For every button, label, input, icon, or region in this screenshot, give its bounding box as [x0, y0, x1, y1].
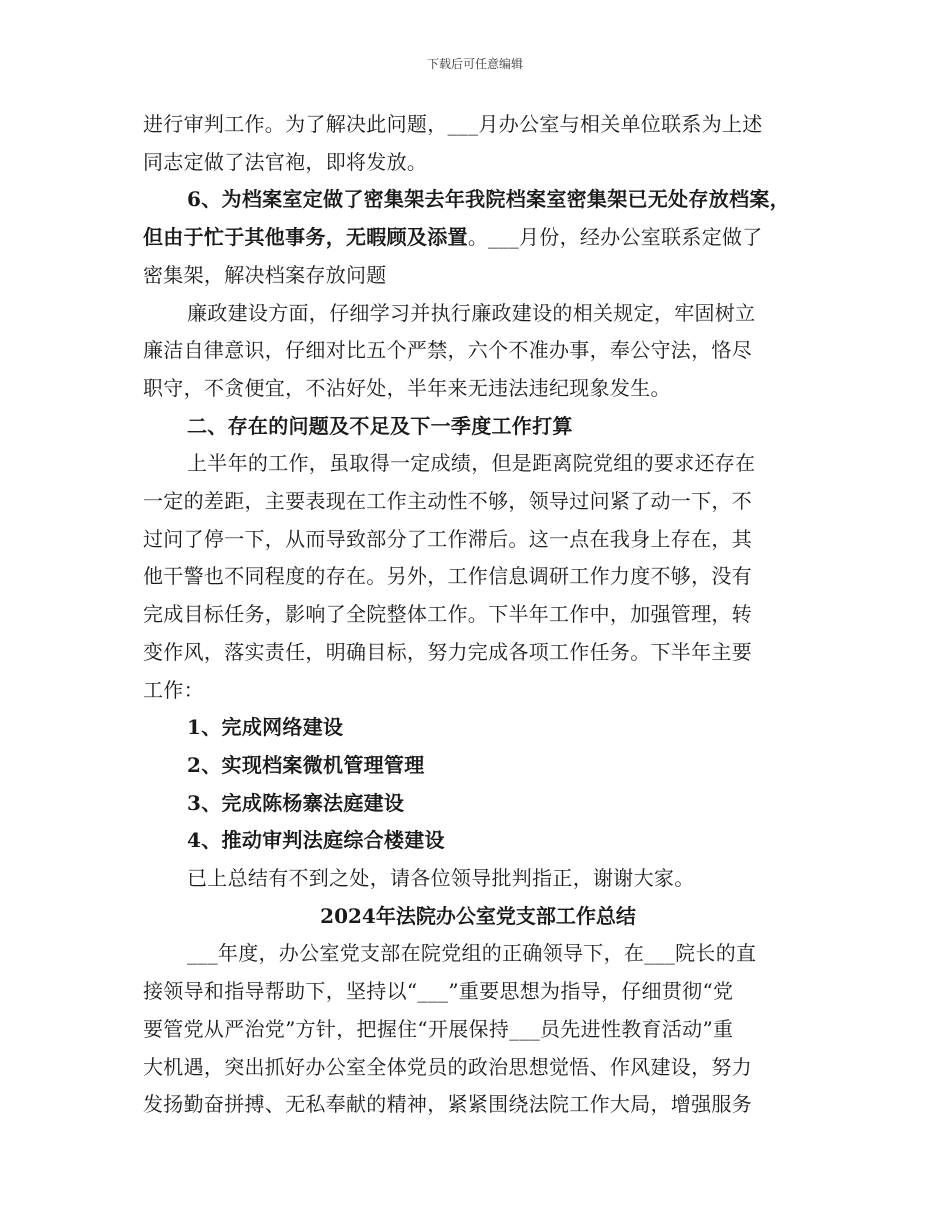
section-title: 2024年法院办公室党支部工作总结	[320, 903, 636, 928]
text-line: 廉政建设方面，仔细学习并执行廉政建设的相关规定，牢固树立	[187, 300, 756, 325]
heading-line: 2、实现档案微机管理管理	[187, 752, 425, 777]
document-body	[143, 106, 813, 1124]
text-line: 一定的差距，主要表现在工作主动性不够，领导过问紧了动一下，不	[143, 489, 752, 514]
text-line: 进行审判工作。为了解决此问题，___月办公室与相关单位联系为上述	[143, 112, 763, 136]
text-line: 过问了停一下，从而导致部分了工作滞后。这一点在我身上存在，其	[143, 526, 752, 551]
text-line: 廉洁自律意识，仔细对比五个严禁，六个不准办事，奉公守法，恪尽	[143, 338, 752, 363]
text-line: 接领导和指导帮助下，坚持以“___”重要思想为指导，仔细贯彻“党	[143, 979, 734, 1004]
text-line: 要管党从严治党”方针，把握住“开展保持___员先进性教育活动”重	[143, 1016, 734, 1041]
text-line: 密集架，解决档案存放问题	[143, 262, 387, 287]
text-line: 已上总结有不到之处，请各位领导批判指正，谢谢大家。	[187, 866, 695, 891]
text-line: 职守，不贪便宜，不沾好处，半年来无违法违纪现象发生。	[143, 375, 671, 400]
text-line	[143, 219, 813, 257]
bold-text: 但由于忙于其他事务，无暇顾及添置	[143, 225, 468, 250]
text-line: 完成目标任务，影响了全院整体工作。下半年工作中，加强管理，转	[143, 602, 752, 627]
text-line: 变作风，落实责任，明确目标，努力完成各项工作任务。下半年主要	[143, 639, 752, 664]
heading-line: 3、完成陈杨寨法庭建设	[187, 790, 405, 815]
page-header: 下载后可任意编辑	[426, 57, 523, 71]
text-line: 工作：	[143, 677, 204, 702]
heading-line: 二、存在的问题及不足及下一季度工作打算	[187, 413, 573, 438]
normal-text: 。___月份，经办公室联系定做了	[467, 225, 763, 250]
text-line: 上半年的工作，虽取得一定成绩，但是距离院党组的要求还存在	[187, 451, 756, 476]
heading-line: 6、为档案室定做了密集架去年我院档案室密集架已无处存放档案，	[187, 187, 790, 212]
text-line: ___年度，办公室党支部在院党组的正确领导下，在___院长的直	[187, 941, 757, 966]
text-line: 大机遇，突出抓好办公室全体党员的政治思想觉悟、作风建设，努力	[143, 1054, 752, 1079]
text-line: 同志定做了法官袍，即将发放。	[143, 149, 428, 174]
heading-line: 4、推动审判法庭综合楼建设	[187, 828, 445, 853]
text-line: 他干警也不同程度的存在。另外，工作信息调研工作力度不够，没有	[143, 564, 752, 589]
heading-line: 1、完成网络建设	[187, 715, 344, 740]
text-line: 发扬勤奋拼搏、无私奉献的精神，紧紧围绕法院工作大局，增强服务	[143, 1092, 752, 1117]
